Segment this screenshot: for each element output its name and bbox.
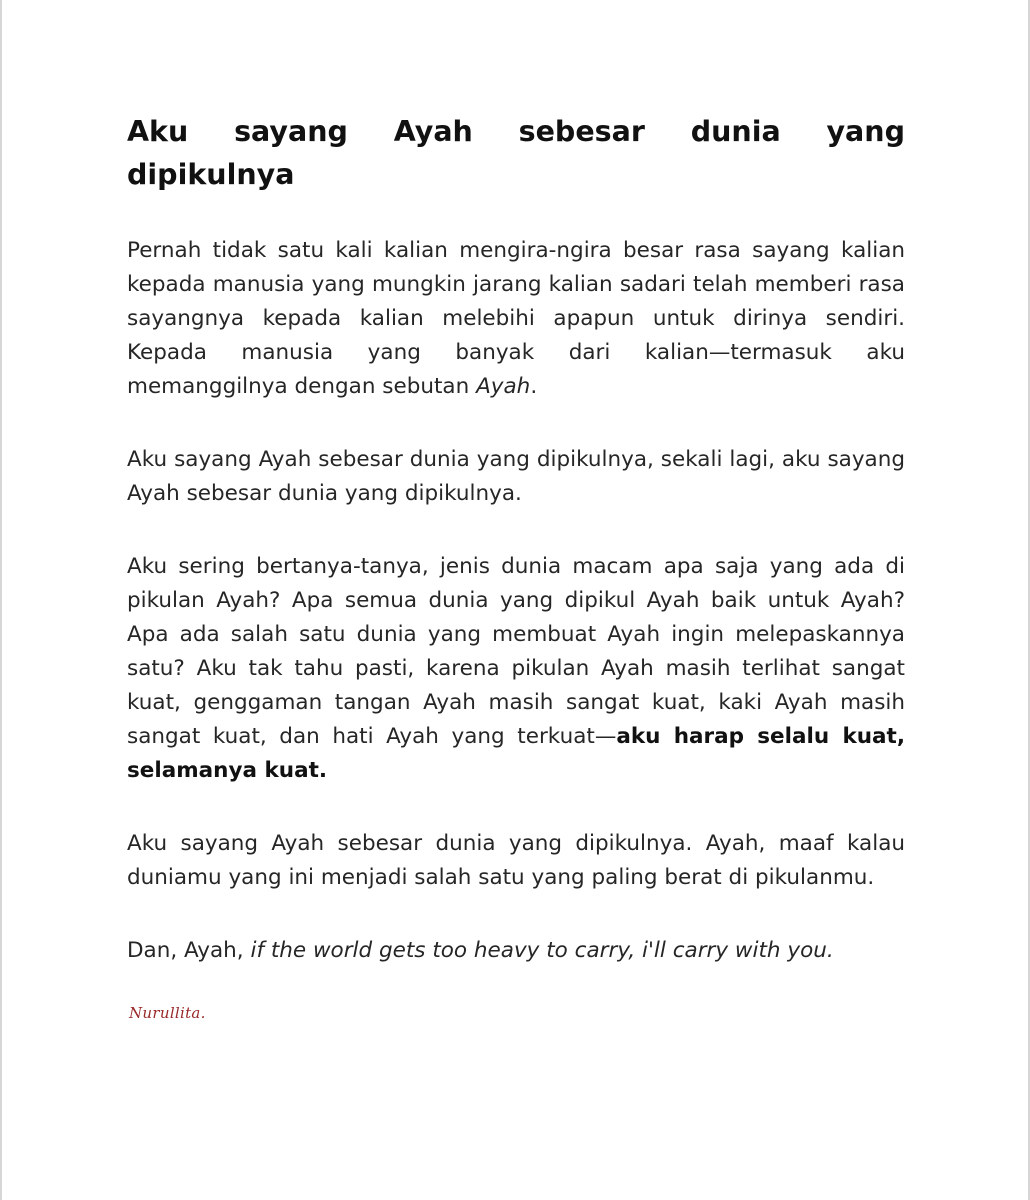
paragraph-3-text: Aku sering bertanya-tanya, jenis dunia macam apa saja yang ada di pikulan Ayah? Apa semua dunia yang dipikul Ayah baik untuk Ayah? Apa ada salah satu dunia yang membuat Ayah ingin melepaskannya satu? Aku tak tahu pasti, karena pikulan Ayah masih terlihat sangat kuat, genggaman tangan Ayah masih sangat kuat, kaki Ayah masih sangat kuat, dan hati Ayah yang terkuat— xyxy=(127,554,905,749)
paragraph-5 xyxy=(127,934,905,968)
paragraph-1-end: . xyxy=(530,374,538,399)
paragraph-3-bold: aku harap selalu kuat, selamanya kuat. xyxy=(127,724,905,783)
signature: Nurullita. xyxy=(129,1004,206,1022)
paragraph-3 xyxy=(127,550,905,788)
paragraph-1-italic: Ayah xyxy=(476,374,531,399)
paragraph-5-italic: if the world gets too heavy to carry, i'll carry with you. xyxy=(250,938,834,963)
paragraph-1 xyxy=(127,234,905,404)
article-title: Aku sayang Ayah sebesar dunia yang dipikulnya xyxy=(127,115,905,191)
article xyxy=(127,110,905,1022)
paragraph-5-text: Dan, Ayah, xyxy=(127,938,251,963)
paragraph-2: Aku sayang Ayah sebesar dunia yang dipikulnya, sekali lagi, aku sayang Ayah sebesar dunia yang dipikulnya. xyxy=(127,447,905,506)
paragraph-1-text: Pernah tidak satu kali kalian mengira-ngira besar rasa sayang kalian kepada manusia yang mungkin jarang kalian sadari telah memberi rasa sayangnya kepada kalian melebihi apapun untuk dirinya sendiri. Kepada manusia yang banyak dari kalian—termasuk aku memanggilnya dengan sebutan xyxy=(127,238,905,399)
paragraph-4: Aku sayang Ayah sebesar dunia yang dipikulnya. Ayah, maaf kalau duniamu yang ini menjadi salah satu yang paling berat di pikulanmu. xyxy=(127,831,905,890)
